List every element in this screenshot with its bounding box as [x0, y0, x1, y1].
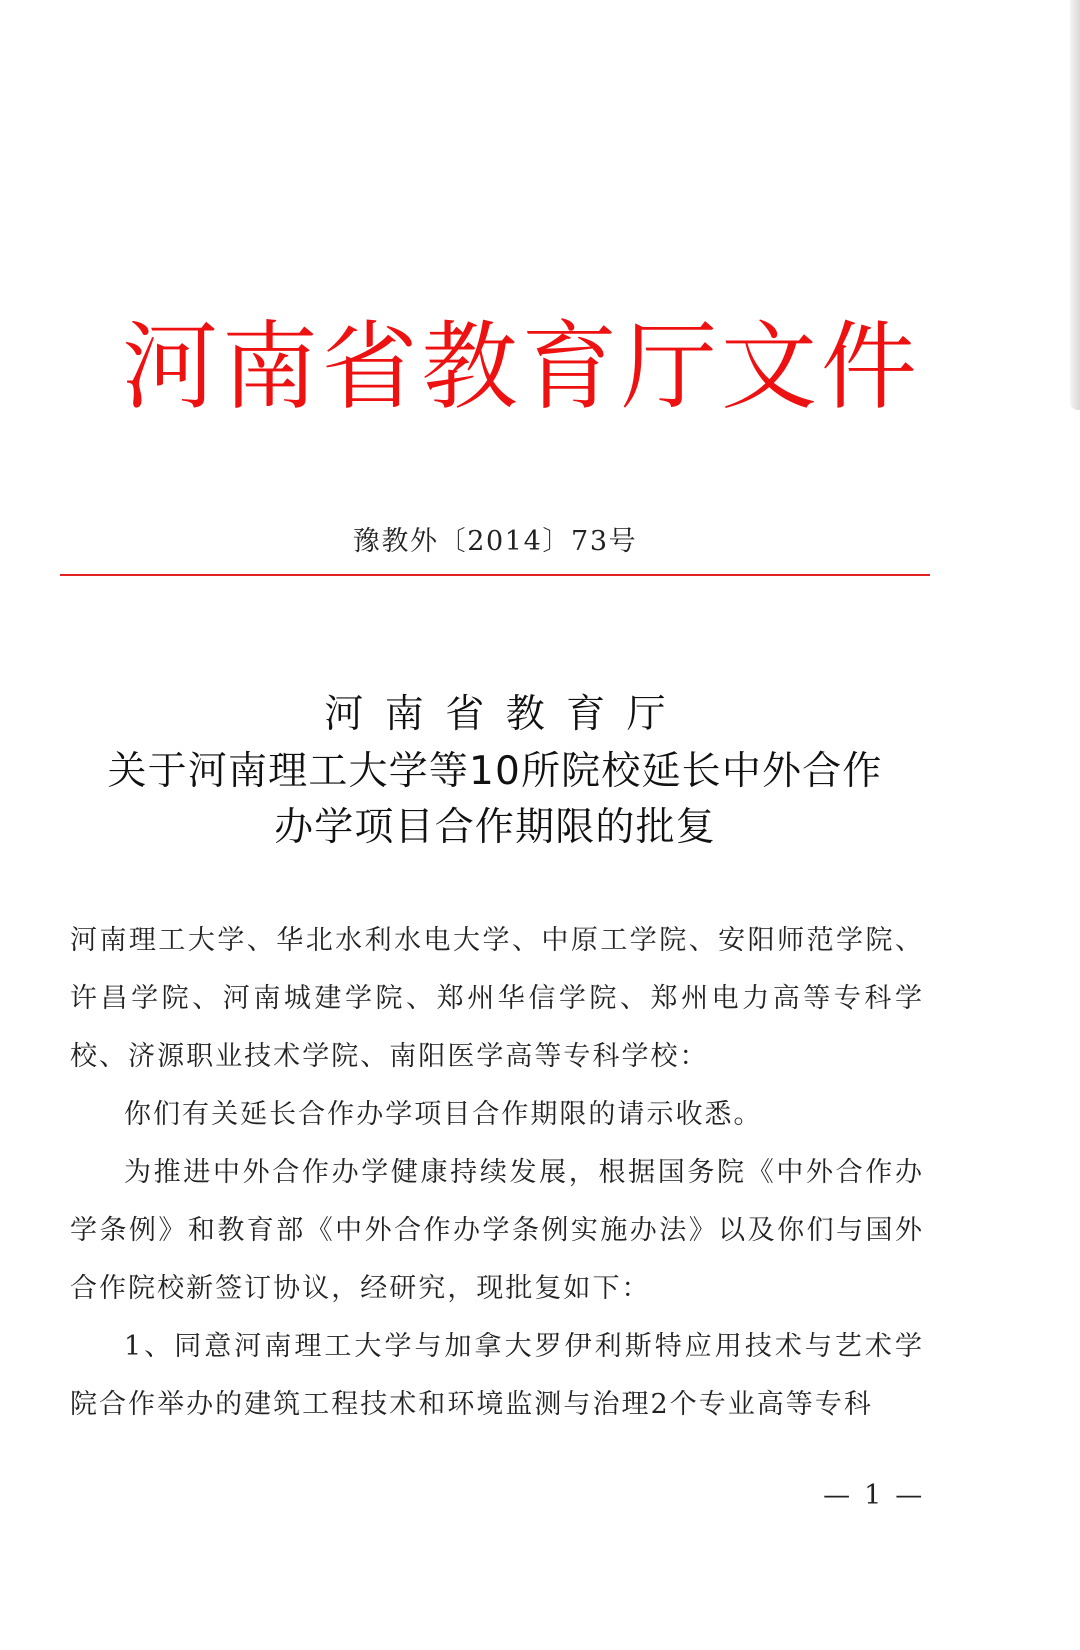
scrollbar-thumb[interactable] — [1070, 0, 1080, 410]
document-masthead: 河南省教育厅文件 — [122, 311, 921, 423]
title-line-3: 办学项目合作期限的批复 — [274, 805, 716, 850]
title-issuer: 河南省教育厅 — [324, 692, 688, 737]
body-paragraph-1: 你们有关延长合作办学项目合作期限的请示收悉。 — [124, 1099, 763, 1130]
document-number: 豫教外〔2014〕73号 — [352, 526, 638, 557]
red-divider-line — [60, 574, 930, 576]
body-paragraph-2: 为推进中外合作办学健康持续发展，根据国务院《中外合作办学条例》和教育部《中外合作办学条例实施办法》以及你们与国外合作院校新签订协议，经研究，现批复如下： — [70, 1157, 924, 1304]
title-line-2: 关于河南理工大学等10所院校延长中外合作 — [107, 749, 883, 794]
body-paragraph-3: 1、同意河南理工大学与加拿大罗伊利斯特应用技术与艺术学院合作举办的建筑工程技术和环境监测与治理2个专业高等专科 — [70, 1331, 924, 1420]
page-number: — 1 — — [823, 1480, 925, 1511]
recipients-paragraph: 河南理工大学、华北水利水电大学、中原工学院、安阳师范学院、许昌学院、河南城建学院、郑州华信学院、郑州电力高等专科学校、济源职业技术学院、南阳医学高等专科学校： — [70, 925, 924, 1072]
document-body — [70, 912, 924, 1434]
